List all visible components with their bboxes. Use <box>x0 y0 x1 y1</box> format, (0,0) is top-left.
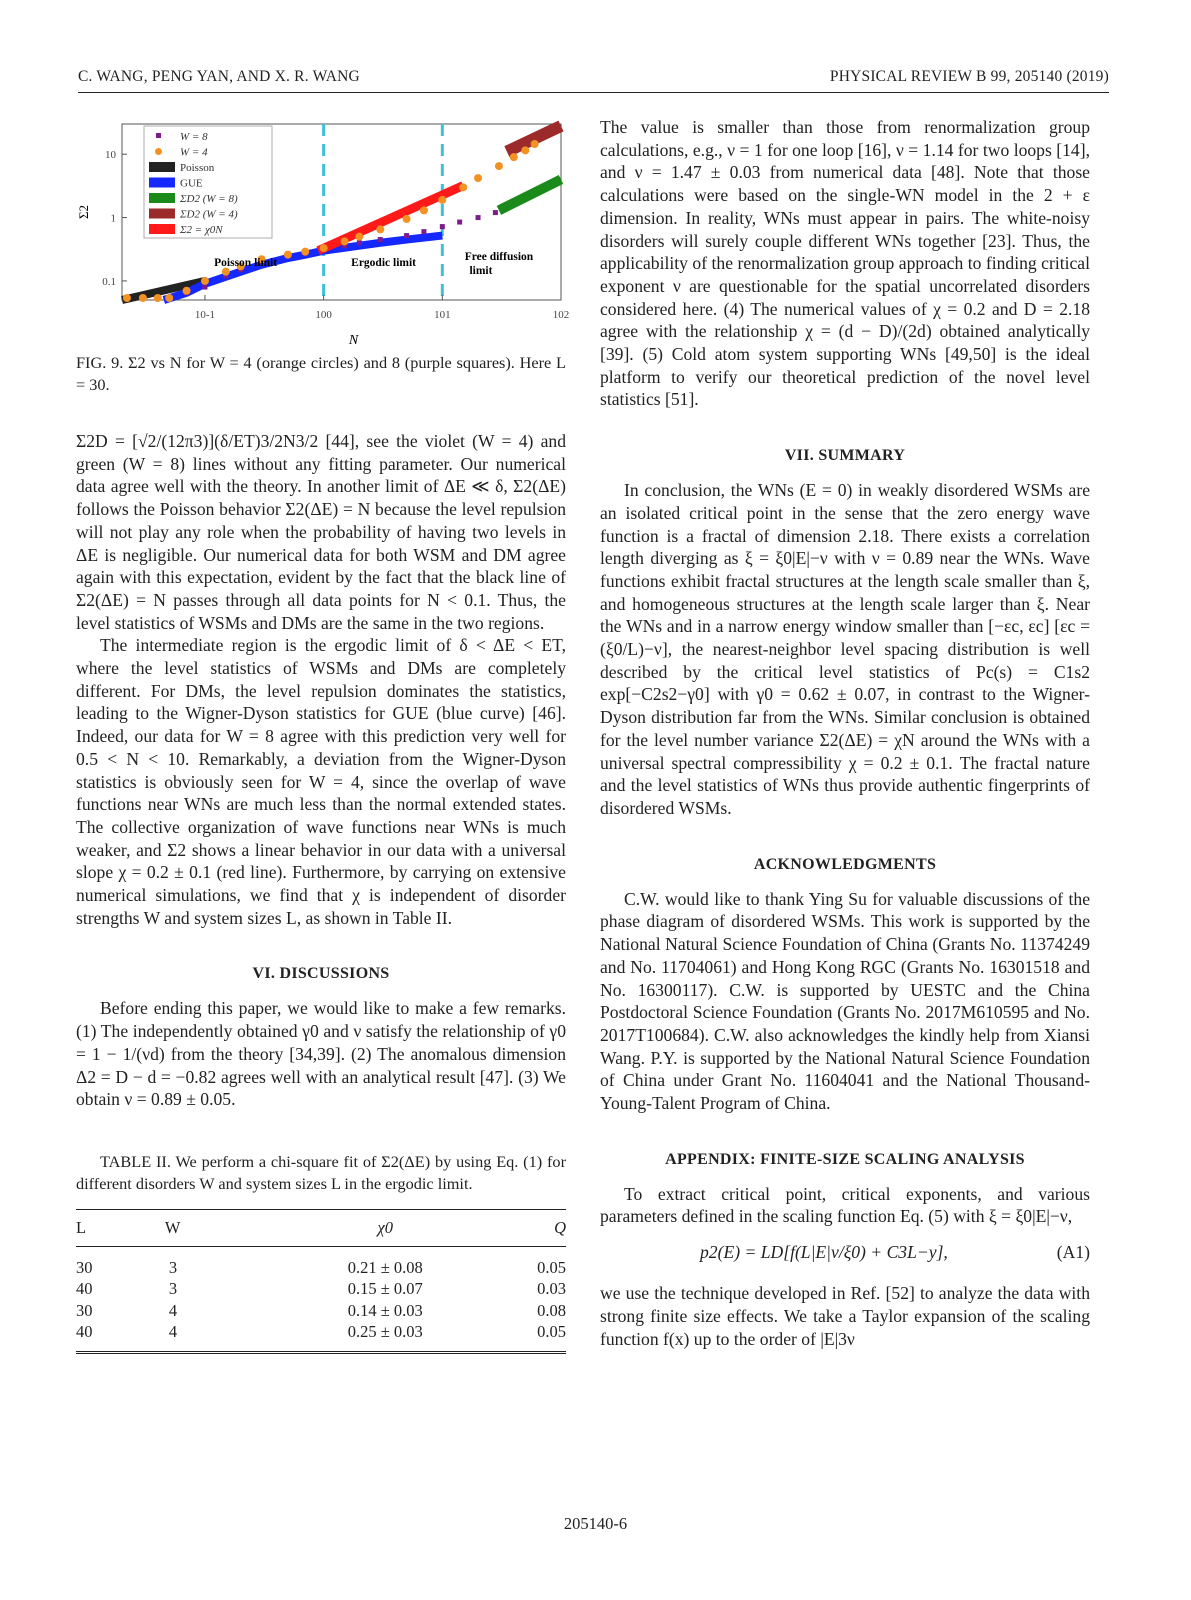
legend-label: ΣD2 (W = 4) <box>180 208 238 221</box>
right-column <box>600 116 1090 1350</box>
table-cell: 0.05 <box>537 1257 566 1277</box>
legend-marker <box>155 148 162 155</box>
series-0-point-16 <box>421 229 426 234</box>
header-rule <box>78 92 1109 93</box>
table-cell: 0.08 <box>537 1300 566 1320</box>
series-1-point-1 <box>139 294 147 302</box>
series-0-point-13 <box>357 240 362 245</box>
series-1-point-20 <box>495 162 503 170</box>
equation-number: (A1) <box>1056 1242 1090 1263</box>
table-header-w: W <box>164 1217 181 1237</box>
legend-swatch <box>149 193 175 203</box>
series-1-point-16 <box>420 206 428 214</box>
series-1-point-15 <box>403 215 411 223</box>
running-head-journal: PHYSICAL REVIEW B 99, 205140 (2019) <box>829 68 1109 85</box>
series-1-point-14 <box>376 225 384 233</box>
legend-label: W = 4 <box>180 146 208 159</box>
table-cell: 40 <box>76 1322 93 1342</box>
table-ii <box>76 1209 566 1354</box>
figure-9 <box>76 118 570 350</box>
section-heading-acknowledgments: ACKNOWLEDGMENTS <box>753 855 937 873</box>
figure-caption: FIG. 9. Σ2 vs N for W = 4 (orange circles) and 8 (purple squares). Here L = 30. <box>76 353 566 394</box>
series-0-point-19 <box>476 215 481 220</box>
series-1-point-4 <box>183 287 191 295</box>
right-paragraph-1: The value is smaller than those from renormalization group calculations, e.g., ν = 1 for one loop [16], ν = 1.14 for two loops [14], and ν = 1.47 ± 0.03 from numerical data [48]. Note that those calculations were based on the single-WN model in the 2 + ε dimension. In reality, WNs must appear in pairs. The white-noisy disorders will surely couple different WNs together [23]. Thus, the applicability of the renormalization group approach to finding critical exponent ν are questionable for the spatial uncorrelated disorders considered here. (4) The numerical values of χ = 0.2 and D = 2.18 agree with the relationship χ = (d − D)/(2d) obtained analytically [39]. (5) Cold atom system supporting WNs [49,50] is the ideal platform to verify our theoretical prediction of the novel level statistics [51]. <box>600 117 1090 410</box>
series-0-point-5 <box>202 285 207 290</box>
series-1-point-11 <box>320 244 328 252</box>
table-cell: 0.14 ± 0.03 <box>347 1300 423 1320</box>
table-row <box>76 1300 566 1322</box>
series-1-point-9 <box>284 251 292 259</box>
left-paragraph-3: Before ending this paper, we would like to make a few remarks. (1) The independently obtained γ0 and ν satisfy the relationship of γ0 = 1 − 1/(νd) from the theory [34,39]. (2) The anomalous dimension Δ2 = D − d = −0.82 agrees well with an analytical result [47]. (3) We obtain ν = 0.89 ± 0.05. <box>76 998 566 1110</box>
section-heading-summary: VII. SUMMARY <box>784 447 906 465</box>
legend-label: Σ2 = χ0N <box>180 224 223 236</box>
legend-swatch <box>149 178 175 188</box>
table-cell: 40 <box>76 1279 93 1299</box>
table-cell: 3 <box>168 1257 178 1277</box>
sigma2-vs-n-chart <box>76 118 570 350</box>
series-1-point-17 <box>438 196 446 204</box>
series-1-point-2 <box>154 294 162 302</box>
equation-a1 <box>600 1228 1090 1278</box>
table-cell: 0.05 <box>537 1322 566 1342</box>
table-row <box>76 1321 566 1352</box>
y-tick-label: 0.1 <box>102 275 116 288</box>
series-0-point-15 <box>404 233 409 238</box>
right-paragraph-2: In conclusion, the WNs (E = 0) in weakly disordered WSMs are an isolated critical point in the sense that the zero energy wave function is a fractal of dimension 2.18. There exists a correlation length diverging as ξ = ξ0|E|−ν with ν = 0.89 near the WNs. Wave functions exhibit fractal structures at the length scale smaller than ξ, and homogeneous structures at the length scale larger than ξ. Near the WNs and in a narrow energy window smaller than [−εc, εc] [εc = (ξ0/L)−ν], the nearest-neighbor level spacing distribution is well described by the critical level statistics of Pc(s) = C1s2 exp[−C2s2−γ0] with γ0 = 0.62 ± 0.07, in contrast to the Wigner-Dyson distribution far from the WNs. Similar conclusion is obtained for the level number variance Σ2(ΔE) = χN around the WNs with a universal spectral compressibility χ = 0.2 ± 0.1. The fractal nature and the level statistics of WNs thus provide authentic fingerprints of disordered WSMs. <box>600 480 1090 818</box>
table-header-chi0: χ0 <box>377 1217 393 1237</box>
left-paragraph-1: Σ2D = [√2/(12π3)](δ/ET)3/2N3/2 [44], see the violet (W = 4) and green (W = 8) lines without any fitting parameter. Our numerical data agree well with the theory. In another limit of ΔE ≪ δ, Σ2(ΔE) follows the Poisson behavior Σ2(ΔE) = N because the level repulsion will not play any role when the probability of having two levels in ΔE is negligible. Our numerical data for both WSM and DM agree again with this expectation, evident by the fact that the black line of Σ2(ΔE) = N passes through all data points for N < 0.1. Thus, the level statistics of WSMs and DMs are the same in the two regions. <box>76 431 566 633</box>
section-heading-discussions: VI. DISCUSSIONS <box>252 965 390 983</box>
x-tick-label: 102 <box>552 309 570 321</box>
table-cell: 30 <box>76 1257 93 1277</box>
right-paragraph-3: C.W. would like to thank Ying Su for valuable discussions of the phase diagram of disordered WSMs. This work is supported by the National Natural Science Foundation of China (Grants No. 11374249 and No. 11704061) and Hong Kong RGC (Grants No. 16301518 and No. 16300117). C.W. is supported by UESTC and the China Postdoctoral Science Foundation (Grants No. 2017M610595 and No. 2017T100684). C.W. also acknowledges the kindly help from Xiansi Wang. P.Y. is supported by the National Natural Science Foundation of China under Grant No. 11604041 and the National Thousand-Young-Talent Program of China. <box>600 888 1090 1114</box>
series-0-point-14 <box>378 237 383 242</box>
x-axis-label: N <box>348 333 359 348</box>
legend-label: GUE <box>180 177 203 190</box>
table-row <box>76 1278 566 1300</box>
region-label: Free diffusion <box>464 251 534 263</box>
series-1-point-22 <box>521 146 529 154</box>
series-1-point-13 <box>355 233 363 241</box>
series-1-point-10 <box>301 248 309 256</box>
equation-body: p2(E) = LD[f(L|E|ν/ξ0) + C3L−y], <box>700 1242 948 1263</box>
legend-label: W = 8 <box>180 131 208 143</box>
left-paragraph-2: The intermediate region is the ergodic limit of δ < ΔE < ET, where the level statistics of WSMs and DMs are completely different. For DMs, the level repulsion dominates the statistics, leading to the Wigner-Dyson statistics for GUE (blue curve) [46]. Indeed, our data for W = 8 agree with this prediction very well for 0.5 < N < 10. Remarkably, a deviation from the Wigner-Dyson statistics is obviously seen for W = 4, since the overlap of wave functions near WNs are much less than the normal extended states. The collective organization of wave functions near WNs is much weaker, and Σ2 shows a linear behavior in our data with a universal slope χ = 0.2 ± 0.1 (red line). Furthermore, by carrying on extensive numerical simulations, we find that χ is independent of disorder strengths W and system sizes L, as shown in Table II. <box>76 635 566 928</box>
section-heading-appendix: APPENDIX: FINITE-SIZE SCALING ANALYSIS <box>665 1150 1025 1168</box>
x-tick-label: 100 <box>315 309 332 321</box>
series-0-point-18 <box>457 220 462 225</box>
region-label-cont: limit <box>469 265 493 277</box>
page-number: 205140-6 <box>563 1514 628 1533</box>
right-paragraph-5: we use the technique developed in Ref. [52] to analyze the data with strong finite size effects. We take a Taylor expansion of the scaling function f(x) up to the order of |E|3ν <box>600 1283 1090 1349</box>
table-cell: 0.15 ± 0.07 <box>347 1279 423 1299</box>
series-1-point-12 <box>341 237 349 245</box>
table-cell: 0.21 ± 0.08 <box>347 1257 423 1277</box>
y-tick-label: 1 <box>110 212 116 225</box>
legend-swatch <box>149 162 175 172</box>
table-cell: 0.03 <box>537 1279 566 1299</box>
table-cell: 30 <box>76 1300 93 1320</box>
x-tick-label: 10-1 <box>194 309 216 321</box>
right-paragraph-4: To extract critical point, critical exponents, and various parameters defined in the scaling function Eq. (5) with ξ = ξ0|E|−ν, <box>600 1183 1090 1227</box>
series-0-point-17 <box>440 224 445 229</box>
table-row <box>76 1246 566 1278</box>
table-cell: 4 <box>168 1322 178 1342</box>
series-1-point-5 <box>201 277 209 285</box>
x-tick-label: 101 <box>434 309 451 321</box>
series-1-point-18 <box>459 183 467 191</box>
region-label: Ergodic limit <box>351 257 417 269</box>
y-tick-label: 10 <box>105 149 116 162</box>
legend-swatch <box>149 224 175 234</box>
legend-swatch <box>149 209 175 219</box>
region-label: Poisson limit <box>214 257 278 269</box>
left-column <box>76 118 570 1354</box>
table-caption: TABLE II. We perform a chi-square fit of Σ2(ΔE) by using Eq. (1) for different disorders W and system sizes L in the ergodic limit. <box>76 1151 566 1193</box>
legend-marker <box>156 133 161 138</box>
y-axis-label: Σ2 <box>76 204 91 220</box>
series-0-point-20 <box>493 210 498 215</box>
series-1-point-3 <box>165 294 173 302</box>
table-body <box>76 1246 566 1352</box>
table-cell: 3 <box>168 1279 178 1299</box>
legend-label: ΣD2 (W = 8) <box>180 193 238 205</box>
series-1-point-19 <box>474 174 482 182</box>
table-header-q: Q <box>554 1217 566 1237</box>
series-1-point-21 <box>510 153 518 161</box>
table-cell: 4 <box>168 1300 178 1320</box>
table-header-l: L <box>76 1217 87 1237</box>
running-head-authors: C. WANG, PENG YAN, AND X. R. WANG <box>78 68 360 85</box>
table-cell: 0.25 ± 0.03 <box>347 1322 423 1342</box>
series-1-point-23 <box>531 140 539 148</box>
legend-label: Poisson <box>180 162 215 174</box>
series-1-point-0 <box>123 294 131 302</box>
